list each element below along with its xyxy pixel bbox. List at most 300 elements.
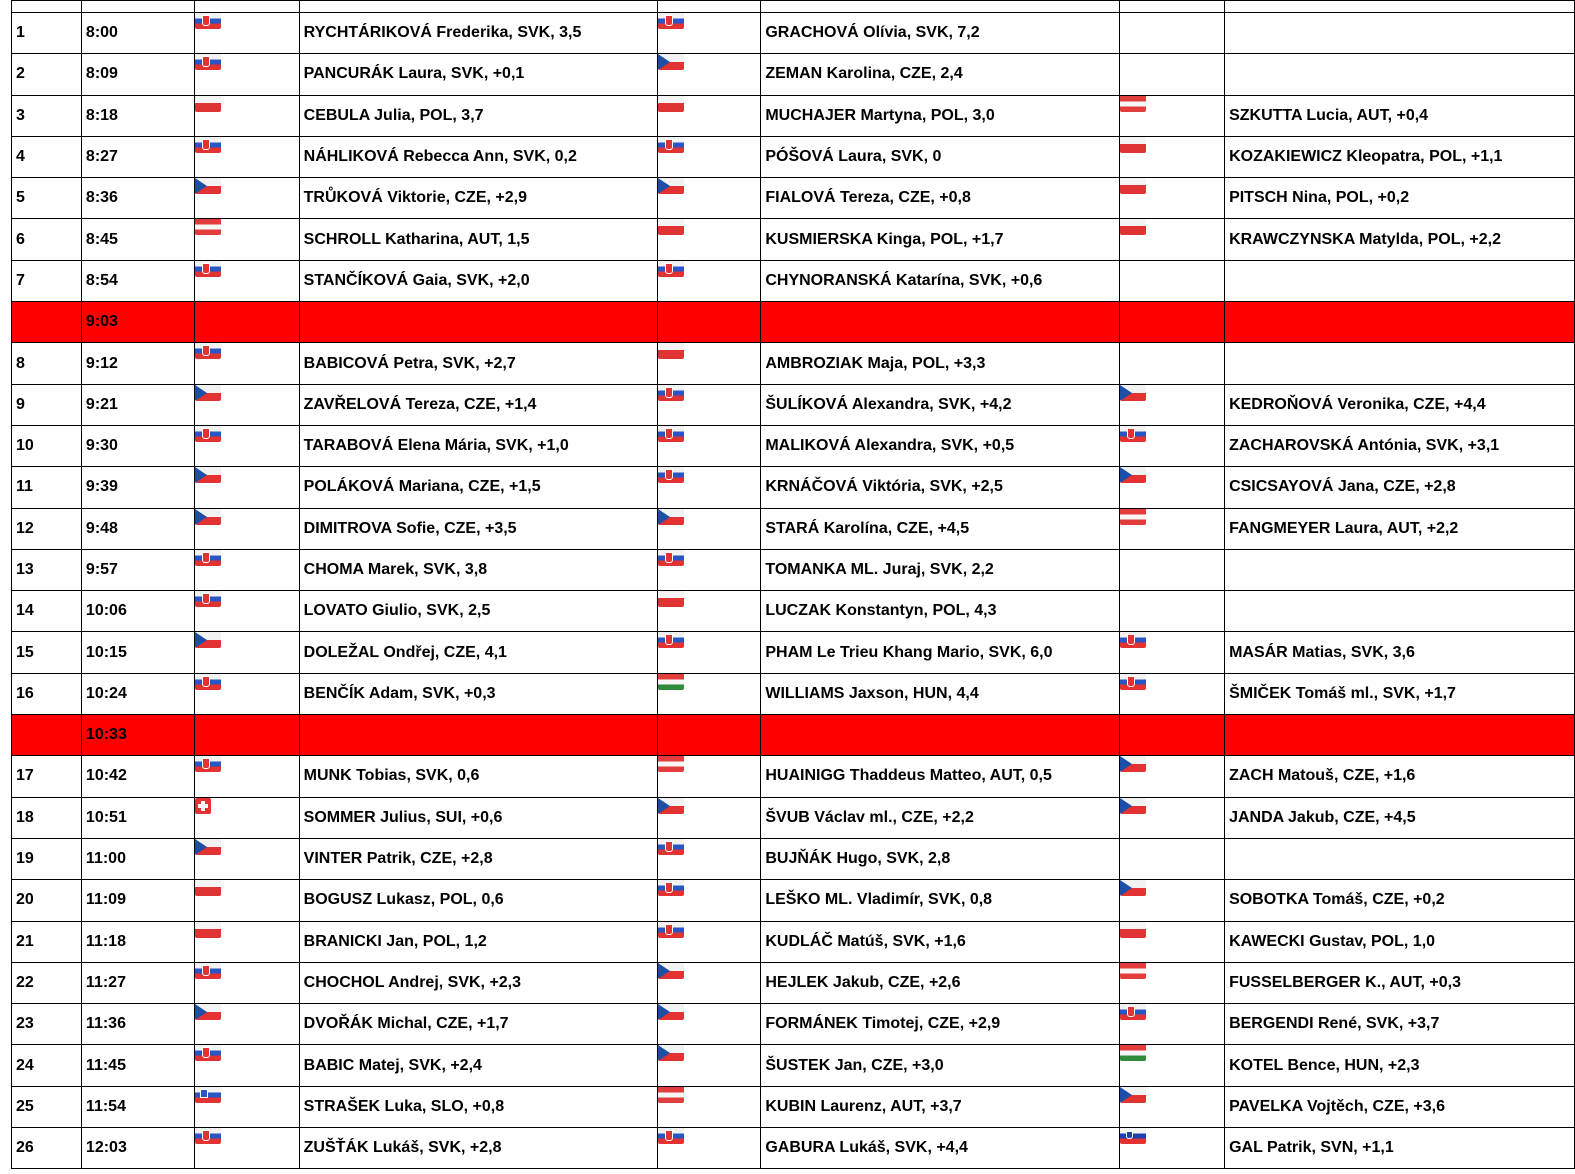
table-row xyxy=(12,1004,1575,1045)
flag-cell xyxy=(1120,54,1225,95)
athlete-lane-3: KAWECKI Gustav, POL, 1,0 xyxy=(1225,921,1575,962)
start-time: 9:57 xyxy=(81,549,194,590)
athlete-lane-2: ŠULÍKOVÁ Alexandra, SVK, +4,2 xyxy=(761,384,1120,425)
svk-flag-icon xyxy=(1120,632,1146,648)
flag-cell xyxy=(1120,673,1225,714)
start-time: 8:36 xyxy=(81,178,194,219)
cze-flag-icon xyxy=(195,1004,221,1020)
flag-cell xyxy=(194,921,299,962)
table-row xyxy=(12,178,1575,219)
table-row xyxy=(12,136,1575,177)
athlete-lane-3 xyxy=(1225,549,1575,590)
table-row xyxy=(12,797,1575,838)
table-row xyxy=(12,921,1575,962)
cze-flag-icon xyxy=(195,632,221,648)
cze-flag-icon xyxy=(658,798,684,814)
svk-flag-icon xyxy=(658,632,684,648)
flag-cell xyxy=(657,1004,761,1045)
flag-cell xyxy=(657,1045,761,1086)
heat-number xyxy=(12,302,82,343)
athlete-lane-1: TRŮKOVÁ Viktorie, CZE, +2,9 xyxy=(299,178,657,219)
athlete-lane-1: STANČÍKOVÁ Gaia, SVK, +2,0 xyxy=(299,260,657,301)
flag-cell xyxy=(1120,549,1225,590)
athlete-lane-2: PHAM Le Trieu Khang Mario, SVK, 6,0 xyxy=(761,632,1120,673)
table-row xyxy=(12,880,1575,921)
cze-flag-icon xyxy=(1120,798,1146,814)
sui-flag-icon xyxy=(195,798,211,814)
athlete-lane-3 xyxy=(1225,13,1575,54)
hun-flag-icon xyxy=(658,674,684,690)
start-time: 8:00 xyxy=(81,13,194,54)
svk-flag-icon xyxy=(195,674,221,690)
flag-cell xyxy=(657,1128,761,1169)
flag-cell xyxy=(1120,384,1225,425)
heat-number: 23 xyxy=(12,1004,82,1045)
flag-cell xyxy=(1120,467,1225,508)
start-time: 11:36 xyxy=(81,1004,194,1045)
svk-flag-icon xyxy=(1120,426,1146,442)
cze-flag-icon xyxy=(658,963,684,979)
flag-cell xyxy=(657,921,761,962)
heat-number: 2 xyxy=(12,54,82,95)
heat-number: 22 xyxy=(12,962,82,1003)
start-time: 9:12 xyxy=(81,343,194,384)
athlete-lane-1: RYCHTÁRIKOVÁ Frederika, SVK, 3,5 xyxy=(299,13,657,54)
heat-number: 6 xyxy=(12,219,82,260)
athlete-lane-1: DOLEŽAL Ondřej, CZE, 4,1 xyxy=(299,632,657,673)
table-row xyxy=(12,508,1575,549)
athlete-lane-1: SOMMER Julius, SUI, +0,6 xyxy=(299,797,657,838)
pol-flag-icon xyxy=(658,96,684,112)
cze-flag-icon xyxy=(1120,756,1146,772)
athlete-lane-2: MALIKOVÁ Alexandra, SVK, +0,5 xyxy=(761,425,1120,466)
flag-cell xyxy=(657,1086,761,1127)
start-time: 11:54 xyxy=(81,1086,194,1127)
aut-flag-icon xyxy=(195,219,221,235)
svk-flag-icon xyxy=(195,1128,221,1144)
start-time: 10:51 xyxy=(81,797,194,838)
athlete-lane-3: ZACH Matouš, CZE, +1,6 xyxy=(1225,756,1575,797)
flag-cell xyxy=(657,384,761,425)
heat-number: 9 xyxy=(12,384,82,425)
athlete-lane-2 xyxy=(761,715,1120,756)
flag-cell xyxy=(194,962,299,1003)
athlete-lane-1: DVOŘÁK Michal, CZE, +1,7 xyxy=(299,1004,657,1045)
athlete-lane-1: CEBULA Julia, POL, 3,7 xyxy=(299,95,657,136)
svk-flag-icon xyxy=(195,550,221,566)
svk-flag-icon xyxy=(658,137,684,153)
aut-flag-icon xyxy=(1120,963,1146,979)
flag-cell xyxy=(1120,591,1225,632)
athlete-lane-2: KUSMIERSKA Kinga, POL, +1,7 xyxy=(761,219,1120,260)
svk-flag-icon xyxy=(195,137,221,153)
cze-flag-icon xyxy=(195,178,221,194)
cze-flag-icon xyxy=(1120,880,1146,896)
pol-flag-icon xyxy=(658,591,684,607)
cze-flag-icon xyxy=(195,839,221,855)
athlete-lane-2: STARÁ Karolína, CZE, +4,5 xyxy=(761,508,1120,549)
table-row xyxy=(12,632,1575,673)
athlete-lane-3: FUSSELBERGER K., AUT, +0,3 xyxy=(1225,962,1575,1003)
flag-cell xyxy=(1120,797,1225,838)
heat-number: 19 xyxy=(12,838,82,879)
heat-number: 14 xyxy=(12,591,82,632)
flag-cell xyxy=(194,797,299,838)
svk-flag-icon xyxy=(195,13,221,29)
flag-cell xyxy=(1120,508,1225,549)
flag-cell xyxy=(194,549,299,590)
cze-flag-icon xyxy=(1120,1087,1146,1103)
athlete-lane-2: CHYNORANSKÁ Katarína, SVK, +0,6 xyxy=(761,260,1120,301)
flag-cell xyxy=(1120,756,1225,797)
heat-number: 15 xyxy=(12,632,82,673)
athlete-lane-3: SOBOTKA Tomáš, CZE, +0,2 xyxy=(1225,880,1575,921)
aut-flag-icon xyxy=(658,1087,684,1103)
svk-flag-icon xyxy=(195,426,221,442)
heat-number: 1 xyxy=(12,13,82,54)
svk-flag-icon xyxy=(195,963,221,979)
athlete-lane-1: LOVATO Giulio, SVK, 2,5 xyxy=(299,591,657,632)
athlete-lane-2: TOMANKA ML. Juraj, SVK, 2,2 xyxy=(761,549,1120,590)
flag-cell xyxy=(194,673,299,714)
athlete-lane-1: ZAVŘELOVÁ Tereza, CZE, +1,4 xyxy=(299,384,657,425)
table-row xyxy=(12,13,1575,54)
svk-flag-icon xyxy=(658,261,684,277)
flag-cell xyxy=(657,632,761,673)
athlete-lane-1: POLÁKOVÁ Mariana, CZE, +1,5 xyxy=(299,467,657,508)
athlete-lane-3: CSICSAYOVÁ Jana, CZE, +2,8 xyxy=(1225,467,1575,508)
table-row xyxy=(12,1128,1575,1169)
flag-cell xyxy=(194,1004,299,1045)
flag-cell xyxy=(1120,921,1225,962)
heat-number: 7 xyxy=(12,260,82,301)
athlete-lane-2: ŠUSTEK Jan, CZE, +3,0 xyxy=(761,1045,1120,1086)
table-row xyxy=(12,467,1575,508)
table-row xyxy=(12,756,1575,797)
flag-cell xyxy=(657,136,761,177)
svk-flag-icon xyxy=(195,1045,221,1061)
start-time: 8:45 xyxy=(81,219,194,260)
svk-flag-icon xyxy=(658,839,684,855)
heat-number xyxy=(12,715,82,756)
start-time: 9:30 xyxy=(81,425,194,466)
flag-cell xyxy=(1120,1004,1225,1045)
pol-flag-icon xyxy=(658,343,684,359)
athlete-lane-1: BOGUSZ Lukasz, POL, 0,6 xyxy=(299,880,657,921)
svk-flag-icon xyxy=(1120,1004,1146,1020)
cze-flag-icon xyxy=(658,1045,684,1061)
table-row xyxy=(12,591,1575,632)
flag-cell xyxy=(194,838,299,879)
start-time: 9:03 xyxy=(81,302,194,343)
athlete-lane-2: WILLIAMS Jaxson, HUN, 4,4 xyxy=(761,673,1120,714)
athlete-lane-3: MASÁR Matias, SVK, 3,6 xyxy=(1225,632,1575,673)
athlete-lane-1: TARABOVÁ Elena Mária, SVK, +1,0 xyxy=(299,425,657,466)
svk-flag-icon xyxy=(658,880,684,896)
heat-number: 18 xyxy=(12,797,82,838)
athlete-lane-2: KUBIN Laurenz, AUT, +3,7 xyxy=(761,1086,1120,1127)
flag-cell xyxy=(657,302,761,343)
flag-cell xyxy=(194,136,299,177)
flag-cell xyxy=(1120,880,1225,921)
start-time: 10:42 xyxy=(81,756,194,797)
svk-flag-icon xyxy=(658,385,684,401)
pol-flag-icon xyxy=(1120,922,1146,938)
heat-number: 20 xyxy=(12,880,82,921)
flag-cell xyxy=(194,343,299,384)
svk-flag-icon xyxy=(195,54,221,70)
heat-number: 16 xyxy=(12,673,82,714)
flag-cell xyxy=(194,425,299,466)
table-row xyxy=(12,384,1575,425)
flag-cell xyxy=(657,591,761,632)
athlete-lane-3 xyxy=(1225,343,1575,384)
heat-number: 25 xyxy=(12,1086,82,1127)
athlete-lane-2 xyxy=(761,302,1120,343)
start-time: 11:45 xyxy=(81,1045,194,1086)
flag-cell xyxy=(194,632,299,673)
table-row xyxy=(12,1045,1575,1086)
athlete-lane-1 xyxy=(299,302,657,343)
athlete-lane-2: KRNÁČOVÁ Viktória, SVK, +2,5 xyxy=(761,467,1120,508)
athlete-lane-1: BRANICKI Jan, POL, 1,2 xyxy=(299,921,657,962)
flag-cell xyxy=(1120,1128,1225,1169)
flag-cell xyxy=(194,219,299,260)
start-time: 10:24 xyxy=(81,673,194,714)
svk-flag-icon xyxy=(658,1128,684,1144)
flag-cell xyxy=(1120,343,1225,384)
top-edge-row xyxy=(12,1,1575,13)
flag-cell xyxy=(657,425,761,466)
athlete-lane-3 xyxy=(1225,54,1575,95)
pol-flag-icon xyxy=(1120,137,1146,153)
flag-cell xyxy=(1120,178,1225,219)
athlete-lane-2: FORMÁNEK Timotej, CZE, +2,9 xyxy=(761,1004,1120,1045)
flag-cell xyxy=(194,1045,299,1086)
athlete-lane-2: MUCHAJER Martyna, POL, 3,0 xyxy=(761,95,1120,136)
athlete-lane-1 xyxy=(299,715,657,756)
break-row xyxy=(12,302,1575,343)
svk-flag-icon xyxy=(195,343,221,359)
flag-cell xyxy=(657,508,761,549)
flag-cell xyxy=(194,880,299,921)
svk-flag-icon xyxy=(658,467,684,483)
svk-flag-icon xyxy=(658,550,684,566)
athlete-lane-3: KOTEL Bence, HUN, +2,3 xyxy=(1225,1045,1575,1086)
athlete-lane-2: ŠVUB Václav ml., CZE, +2,2 xyxy=(761,797,1120,838)
athlete-lane-2: LUCZAK Konstantyn, POL, 4,3 xyxy=(761,591,1120,632)
athlete-lane-3: GAL Patrik, SVN, +1,1 xyxy=(1225,1128,1575,1169)
athlete-lane-1: BABIC Matej, SVK, +2,4 xyxy=(299,1045,657,1086)
flag-cell xyxy=(1120,302,1225,343)
heat-number: 5 xyxy=(12,178,82,219)
flag-cell xyxy=(194,178,299,219)
athlete-lane-2: KUDLÁČ Matúš, SVK, +1,6 xyxy=(761,921,1120,962)
flag-cell xyxy=(1120,715,1225,756)
athlete-lane-1: VINTER Patrik, CZE, +2,8 xyxy=(299,838,657,879)
start-time: 8:18 xyxy=(81,95,194,136)
athlete-lane-3 xyxy=(1225,591,1575,632)
heat-number: 3 xyxy=(12,95,82,136)
pol-flag-icon xyxy=(1120,219,1146,235)
flag-cell xyxy=(1120,219,1225,260)
flag-cell xyxy=(657,797,761,838)
flag-cell xyxy=(657,343,761,384)
flag-cell xyxy=(1120,425,1225,466)
heat-number: 8 xyxy=(12,343,82,384)
athlete-lane-1: BENČÍK Adam, SVK, +0,3 xyxy=(299,673,657,714)
svk-flag-icon xyxy=(658,426,684,442)
athlete-lane-3: KRAWCZYNSKA Matylda, POL, +2,2 xyxy=(1225,219,1575,260)
flag-cell xyxy=(194,591,299,632)
pol-flag-icon xyxy=(195,922,221,938)
flag-cell xyxy=(657,962,761,1003)
athlete-lane-1: CHOMA Marek, SVK, 3,8 xyxy=(299,549,657,590)
athlete-lane-2: LEŠKO ML. Vladimír, SVK, 0,8 xyxy=(761,880,1120,921)
athlete-lane-2: BUJŇÁK Hugo, SVK, 2,8 xyxy=(761,838,1120,879)
flag-cell xyxy=(194,54,299,95)
svk-flag-icon xyxy=(195,591,221,607)
flag-cell xyxy=(1120,95,1225,136)
flag-cell xyxy=(194,95,299,136)
athlete-lane-1: MUNK Tobias, SVK, 0,6 xyxy=(299,756,657,797)
flag-cell xyxy=(194,467,299,508)
start-time: 8:27 xyxy=(81,136,194,177)
start-time: 9:48 xyxy=(81,508,194,549)
start-time: 11:18 xyxy=(81,921,194,962)
flag-cell xyxy=(1120,1045,1225,1086)
table-row xyxy=(12,838,1575,879)
cze-flag-icon xyxy=(195,385,221,401)
athlete-lane-1: BABICOVÁ Petra, SVK, +2,7 xyxy=(299,343,657,384)
athlete-lane-3 xyxy=(1225,302,1575,343)
cze-flag-icon xyxy=(1120,385,1146,401)
athlete-lane-1: SCHROLL Katharina, AUT, 1,5 xyxy=(299,219,657,260)
start-time: 11:09 xyxy=(81,880,194,921)
start-time: 10:06 xyxy=(81,591,194,632)
athlete-lane-3: FANGMEYER Laura, AUT, +2,2 xyxy=(1225,508,1575,549)
athlete-lane-2: AMBROZIAK Maja, POL, +3,3 xyxy=(761,343,1120,384)
cze-flag-icon xyxy=(1120,467,1146,483)
flag-cell xyxy=(657,549,761,590)
aut-flag-icon xyxy=(1120,509,1146,525)
pol-flag-icon xyxy=(658,219,684,235)
flag-cell xyxy=(657,715,761,756)
aut-flag-icon xyxy=(1120,96,1146,112)
flag-cell xyxy=(657,219,761,260)
table-row xyxy=(12,343,1575,384)
heat-number: 11 xyxy=(12,467,82,508)
athlete-lane-1: STRAŠEK Luka, SLO, +0,8 xyxy=(299,1086,657,1127)
svn-flag-icon xyxy=(1120,1128,1146,1144)
start-time: 10:33 xyxy=(81,715,194,756)
athlete-lane-3: ZACHAROVSKÁ Antónia, SVK, +3,1 xyxy=(1225,425,1575,466)
start-time: 8:09 xyxy=(81,54,194,95)
heat-number: 13 xyxy=(12,549,82,590)
table-row xyxy=(12,425,1575,466)
flag-cell xyxy=(657,178,761,219)
flag-cell xyxy=(657,880,761,921)
athlete-lane-2: ZEMAN Karolina, CZE, 2,4 xyxy=(761,54,1120,95)
athlete-lane-3: ŠMIČEK Tomáš ml., SVK, +1,7 xyxy=(1225,673,1575,714)
flag-cell xyxy=(194,384,299,425)
flag-cell xyxy=(1120,962,1225,1003)
athlete-lane-1: NÁHLIKOVÁ Rebecca Ann, SVK, 0,2 xyxy=(299,136,657,177)
pol-flag-icon xyxy=(195,880,221,896)
start-time: 11:27 xyxy=(81,962,194,1003)
flag-cell xyxy=(194,13,299,54)
flag-cell xyxy=(1120,1086,1225,1127)
start-time: 8:54 xyxy=(81,260,194,301)
flag-cell xyxy=(657,95,761,136)
athlete-lane-3 xyxy=(1225,715,1575,756)
table-row xyxy=(12,962,1575,1003)
flag-cell xyxy=(1120,838,1225,879)
flag-cell xyxy=(657,838,761,879)
flag-cell xyxy=(194,260,299,301)
pol-flag-icon xyxy=(195,96,221,112)
svk-flag-icon xyxy=(195,261,221,277)
svk-flag-icon xyxy=(658,922,684,938)
start-time: 11:00 xyxy=(81,838,194,879)
cze-flag-icon xyxy=(658,1004,684,1020)
svk-flag-icon xyxy=(195,756,221,772)
athlete-lane-3: BERGENDI René, SVK, +3,7 xyxy=(1225,1004,1575,1045)
flag-cell xyxy=(194,756,299,797)
flag-cell xyxy=(194,508,299,549)
flag-cell xyxy=(194,1086,299,1127)
start-time: 9:21 xyxy=(81,384,194,425)
flag-cell xyxy=(194,1128,299,1169)
athlete-lane-3: PAVELKA Vojtěch, CZE, +3,6 xyxy=(1225,1086,1575,1127)
athlete-lane-2: HUAINIGG Thaddeus Matteo, AUT, 0,5 xyxy=(761,756,1120,797)
break-row xyxy=(12,715,1575,756)
heat-number: 10 xyxy=(12,425,82,466)
aut-flag-icon xyxy=(658,756,684,772)
svk-flag-icon xyxy=(1120,674,1146,690)
flag-cell xyxy=(1120,136,1225,177)
heat-number: 17 xyxy=(12,756,82,797)
cze-flag-icon xyxy=(658,509,684,525)
athlete-lane-3 xyxy=(1225,260,1575,301)
athlete-lane-2: HEJLEK Jakub, CZE, +2,6 xyxy=(761,962,1120,1003)
start-time: 9:39 xyxy=(81,467,194,508)
athlete-lane-3: JANDA Jakub, CZE, +4,5 xyxy=(1225,797,1575,838)
flag-cell xyxy=(657,756,761,797)
pol-flag-icon xyxy=(1120,178,1146,194)
flag-cell xyxy=(657,54,761,95)
athlete-lane-1: DIMITROVA Sofie, CZE, +3,5 xyxy=(299,508,657,549)
athlete-lane-3 xyxy=(1225,838,1575,879)
heat-number: 4 xyxy=(12,136,82,177)
athlete-lane-2: PÓŠOVÁ Laura, SVK, 0 xyxy=(761,136,1120,177)
table-row xyxy=(12,549,1575,590)
athlete-lane-1: CHOCHOL Andrej, SVK, +2,3 xyxy=(299,962,657,1003)
athlete-lane-3: KOZAKIEWICZ Kleopatra, POL, +1,1 xyxy=(1225,136,1575,177)
start-time: 12:03 xyxy=(81,1128,194,1169)
start-list-table xyxy=(11,0,1575,1169)
heat-number: 24 xyxy=(12,1045,82,1086)
svk-flag-icon xyxy=(658,13,684,29)
table-row xyxy=(12,219,1575,260)
table-row xyxy=(12,1086,1575,1127)
athlete-lane-1: PANCURÁK Laura, SVK, +0,1 xyxy=(299,54,657,95)
flag-cell xyxy=(194,302,299,343)
athlete-lane-2: FIALOVÁ Tereza, CZE, +0,8 xyxy=(761,178,1120,219)
flag-cell xyxy=(657,260,761,301)
slo-flag-icon xyxy=(195,1087,221,1103)
athlete-lane-1: ZUŠŤÁK Lukáš, SVK, +2,8 xyxy=(299,1128,657,1169)
